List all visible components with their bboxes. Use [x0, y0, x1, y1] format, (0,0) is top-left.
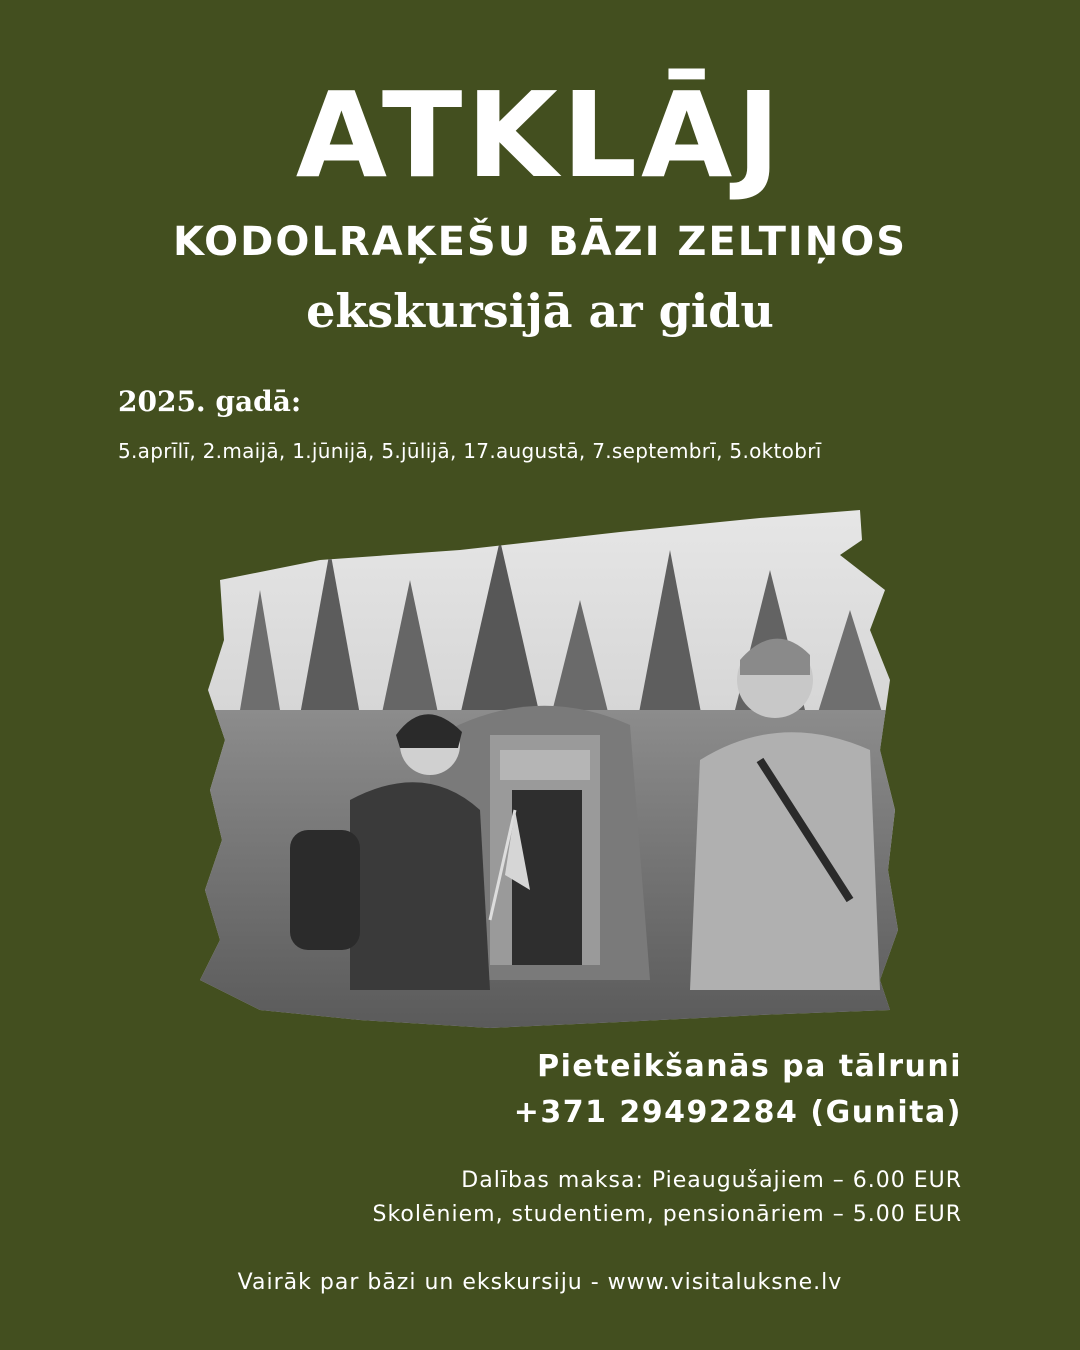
contact-label: Pieteikšanās pa tālruni	[537, 1049, 962, 1084]
tagline: ekskursijā ar gidu	[306, 284, 774, 338]
price-students: Skolēniem, studentiem, pensionāriem – 5.00 EUR	[372, 1202, 962, 1227]
tour-dates: 5.aprīlī, 2.maijā, 1.jūnijā, 5.jūlijā, 17.augustā, 7.septembrī, 5.oktobrī	[118, 439, 822, 463]
contact-phone: +371 29492284 (Gunita)	[513, 1095, 962, 1130]
price-block	[373, 1164, 962, 1232]
contact-block	[514, 1044, 962, 1136]
year-label: 2025. gadā:	[118, 385, 302, 418]
photo-bunker-tour	[200, 510, 900, 1030]
price-adults: Dalības maksa: Pieaugušajiem – 6.00 EUR	[461, 1168, 962, 1193]
subtitle: KODOLRAĶEŠU BĀZI ZELTIŅOS	[172, 219, 908, 265]
headline: ATKLĀJ	[295, 66, 785, 204]
footer-website: Vairāk par bāzi un ekskursiju - www.visitaluksne.lv	[237, 1270, 843, 1295]
